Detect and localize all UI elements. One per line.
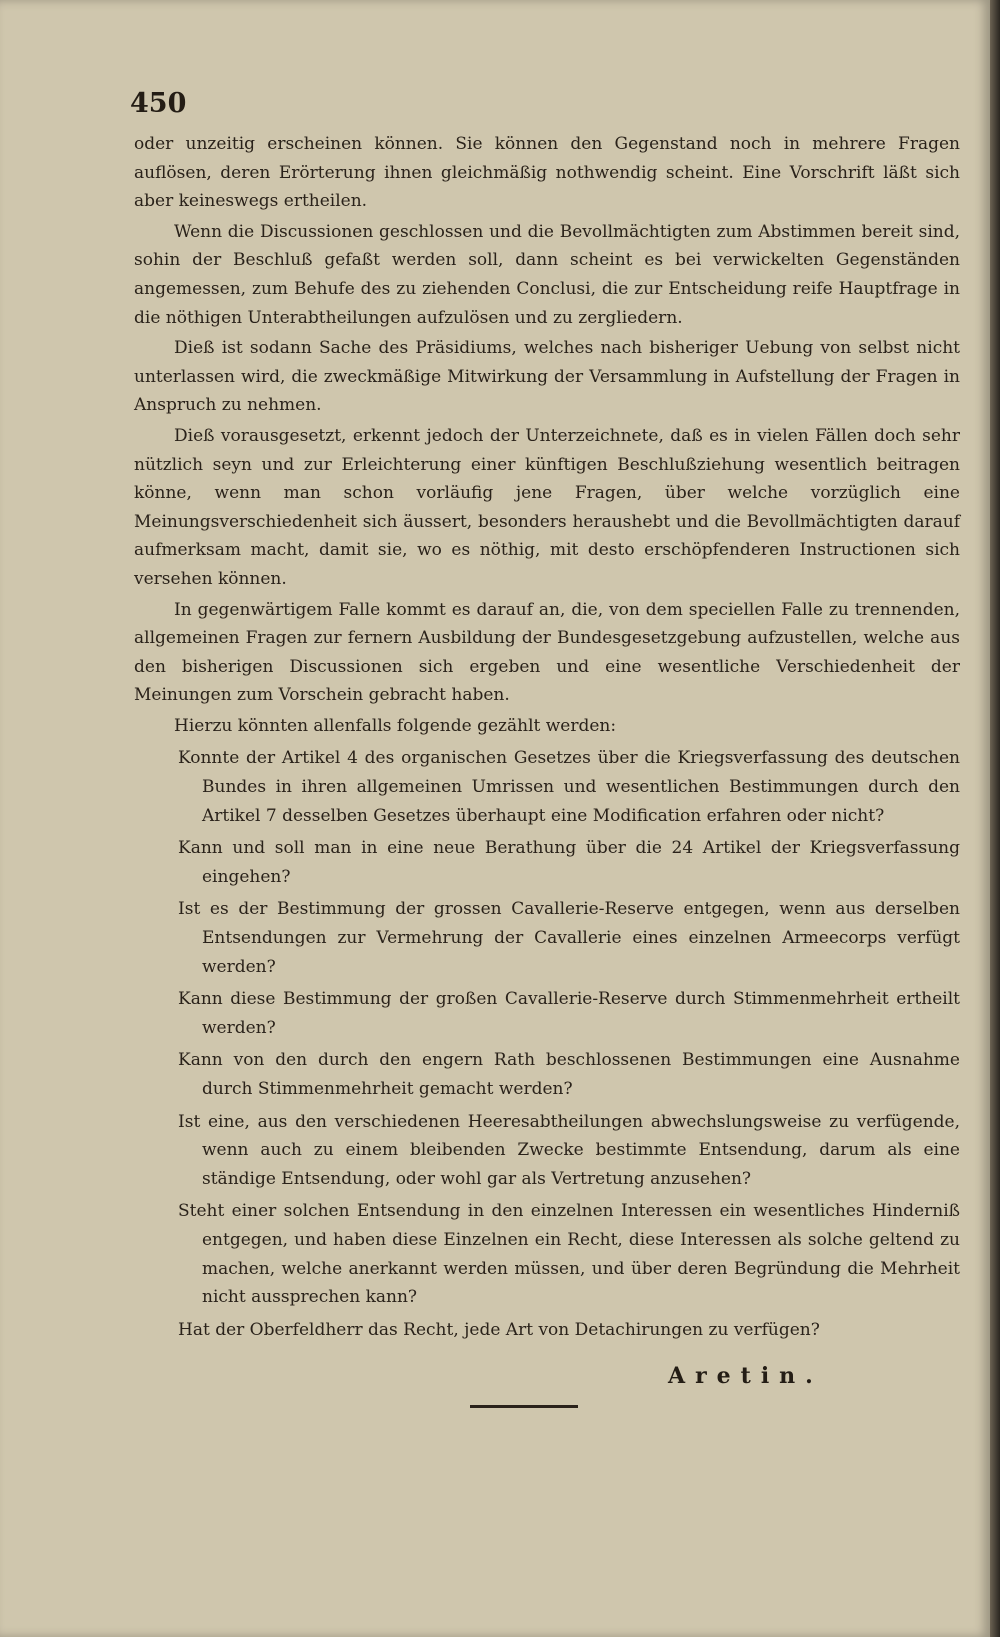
paragraph: Dieß vorausgesetzt, erkennt jedoch der Unterzeichnete, daß es in vielen Fällen doch sehr nützlich seyn und zur Erleichterung einer künftigen Beschlußziehung wesentlich beitragen könne, wenn man schon vorläufig jene Fragen, über welche vorzüglich eine Meinungsverschiedenheit sich äussert, besonders heraushebt und die Bevollmächtigten darauf aufmerksam macht, damit sie, wo es nöthig, mit desto erschöpfenderen Instructionen sich versehen können. (134, 425, 960, 589)
list-intro: Hierzu könnten allenfalls folgende gezählt werden: (174, 715, 617, 736)
paragraph: Dieß ist sodann Sache des Präsidiums, welches nach bisheriger Uebung von selbst nicht unterlassen wird, die zweckmäßige Mitwirkung der Versammlung in Aufstellung der Fragen in Anspruch zu nehmen. (134, 338, 960, 416)
paragraph: In gegenwärtigem Falle kommt es darauf an, die, von dem speciellen Falle zu trennenden, allgemeinen Fragen zur fernern Ausbildung der Bundesgesetzgebung aufzustellen, welche aus den bisherigen Discussionen sich ergeben und eine wesentliche Verschiedenheit der Meinungen zum Vorschein gebracht haben. (134, 599, 960, 706)
question-item: Ist eine, aus den verschiedenen Heeresabtheilungen abwechslungsweise zu verfügende, wenn auch zu einem bleibenden Zwecke bestimmte Entsendung, darum als eine ständige Entsendung, oder wohl gar als Vertretung anzusehen? (178, 1111, 960, 1189)
question-item: Kann von den durch den engern Rath beschlossenen Bestimmungen eine Ausnahme durch Stimmenmehrheit gemacht werden? (178, 1050, 960, 1099)
body-text (134, 130, 960, 1344)
question-item: Ist es der Bestimmung der grossen Cavallerie-Reserve entgegen, wenn aus derselben Entsendungen zur Vermehrung der Cavallerie eines einzelnen Armeecorps verfügt werden? (178, 899, 960, 977)
question-item: Kann diese Bestimmung der großen Cavallerie-Reserve durch Stimmenmehrheit ertheilt werden? (178, 989, 960, 1038)
question-item: Kann und soll man in eine neue Berathung über die 24 Artikel der Kriegsverfassung eingehen? (178, 838, 960, 887)
signature: Aretin. (668, 1363, 823, 1389)
question-item: Steht einer solchen Entsendung in den einzelnen Interessen ein wesentliches Hinderniß entgegen, und haben diese Einzelnen ein Recht, diese Interessen als solche geltend zu machen, welche anerkannt werden müssen, und über deren Begründung die Mehrheit nicht aussprechen kann? (178, 1201, 960, 1308)
question-item: Konnte der Artikel 4 des organischen Gesetzes über die Kriegsverfassung des deutschen Bundes in ihren allgemeinen Umrissen und wesentlichen Bestimmungen durch den Artikel 7 desselben Gesetzes überhaupt eine Modification erfahren oder nicht? (178, 748, 960, 826)
question-item: Hat der Oberfeldherr das Recht, jede Art von Detachirungen zu verfügen? (178, 1319, 820, 1340)
page-number: 450 (130, 88, 187, 119)
paragraph: Wenn die Discussionen geschlossen und die Bevollmächtigten zum Abstimmen bereit sind, sohin der Beschluß gefaßt werden soll, dann scheint es bei verwickelten Gegenständen angemessen, zum Behufe des zu ziehenden Conclusi, die zur Entscheidung reife Hauptfrage in die nöthigen Unterabtheilungen aufzulösen und zu zergliedern. (134, 221, 960, 328)
page-edge (990, 0, 1000, 1637)
closing-rule (470, 1405, 578, 1408)
paragraph: oder unzeitig erscheinen können. Sie können den Gegenstand noch in mehrere Fragen auflösen, deren Erörterung ihnen gleichmäßig nothwendig scheint. Eine Vorschrift läßt sich aber keineswegs ertheilen. (134, 134, 960, 212)
